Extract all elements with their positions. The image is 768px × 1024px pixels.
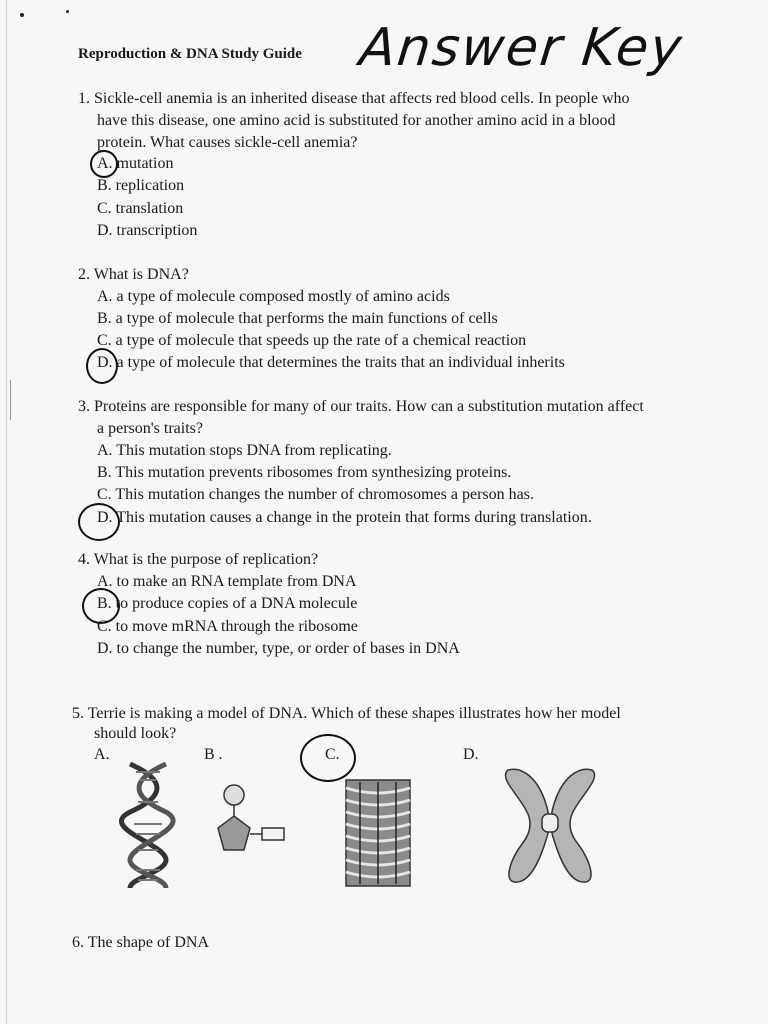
q1-stem-line3: protein. What causes sickle-cell anemia?: [97, 134, 358, 151]
q6-stem: 6. The shape of DNA: [72, 934, 210, 951]
q1-choice-c: C. translation: [97, 200, 184, 217]
q2-choice-d: D. a type of molecule that determines the traits that an individual inherits: [97, 354, 565, 371]
handwritten-answer-key: Answer Key: [356, 18, 687, 78]
q5-option-b-label: B .: [204, 746, 223, 763]
q1-choice-b: B. replication: [97, 177, 185, 194]
q5-option-c-label: C.: [325, 746, 340, 763]
q4-choice-c: C. to move mRNA through the ribosome: [97, 618, 358, 635]
q1-choice-d: D. transcription: [97, 222, 198, 239]
scan-speck: [20, 13, 24, 17]
scan-edge-mark: [10, 380, 11, 420]
q5-answer-circle: [300, 734, 356, 782]
q2-choice-b: B. a type of molecule that performs the main functions of cells: [97, 310, 498, 327]
q5-stem-line2: should look?: [94, 725, 177, 742]
q4-stem: 4. What is the purpose of replication?: [78, 551, 319, 568]
q1-stem-line2: have this disease, one amino acid is substituted for another amino acid in a blood: [97, 112, 616, 129]
q5-option-d-label: D.: [463, 746, 479, 763]
nucleotide-icon: [212, 782, 292, 862]
q1-stem-line1: 1. Sickle-cell anemia is an inherited disease that affects red blood cells. In people who: [78, 90, 630, 107]
q4-answer-circle: [82, 588, 120, 624]
q3-stem-line1: 3. Proteins are responsible for many of our traits. How can a substitution mutation affect: [78, 398, 644, 415]
q3-choice-a: A. This mutation stops DNA from replicating.: [97, 442, 392, 459]
q3-stem-line2: a person's traits?: [97, 420, 203, 437]
q3-choice-c: C. This mutation changes the number of chromosomes a person has.: [97, 486, 534, 503]
dna-ladder-model-icon: [342, 778, 414, 888]
q4-choice-a: A. to make an RNA template from DNA: [97, 573, 357, 590]
dna-double-helix-icon: [118, 762, 178, 890]
q2-stem: 2. What is DNA?: [78, 266, 189, 283]
chromosome-icon: [500, 764, 600, 888]
q5-stem-line1: 5. Terrie is making a model of DNA. Which of these shapes illustrates how her model: [72, 705, 621, 722]
q3-choice-b: B. This mutation prevents ribosomes from synthesizing proteins.: [97, 464, 512, 481]
scan-edge: [6, 0, 7, 1024]
q4-choice-d: D. to change the number, type, or order of bases in DNA: [97, 640, 460, 657]
q4-choice-b: B. to produce copies of a DNA molecule: [97, 595, 358, 612]
q1-choice-a: A. mutation: [97, 155, 174, 172]
q3-answer-circle: [78, 503, 120, 541]
q2-answer-circle: [86, 348, 118, 384]
page-title: Reproduction & DNA Study Guide: [78, 46, 302, 62]
q3-choice-d: D. This mutation causes a change in the protein that forms during translation.: [97, 509, 592, 526]
q2-choice-c: C. a type of molecule that speeds up the rate of a chemical reaction: [97, 332, 527, 349]
q1-answer-circle: [90, 150, 118, 178]
scan-speck: [66, 10, 69, 13]
q5-option-a-label: A.: [94, 746, 110, 763]
q2-choice-a: A. a type of molecule composed mostly of amino acids: [97, 288, 450, 305]
